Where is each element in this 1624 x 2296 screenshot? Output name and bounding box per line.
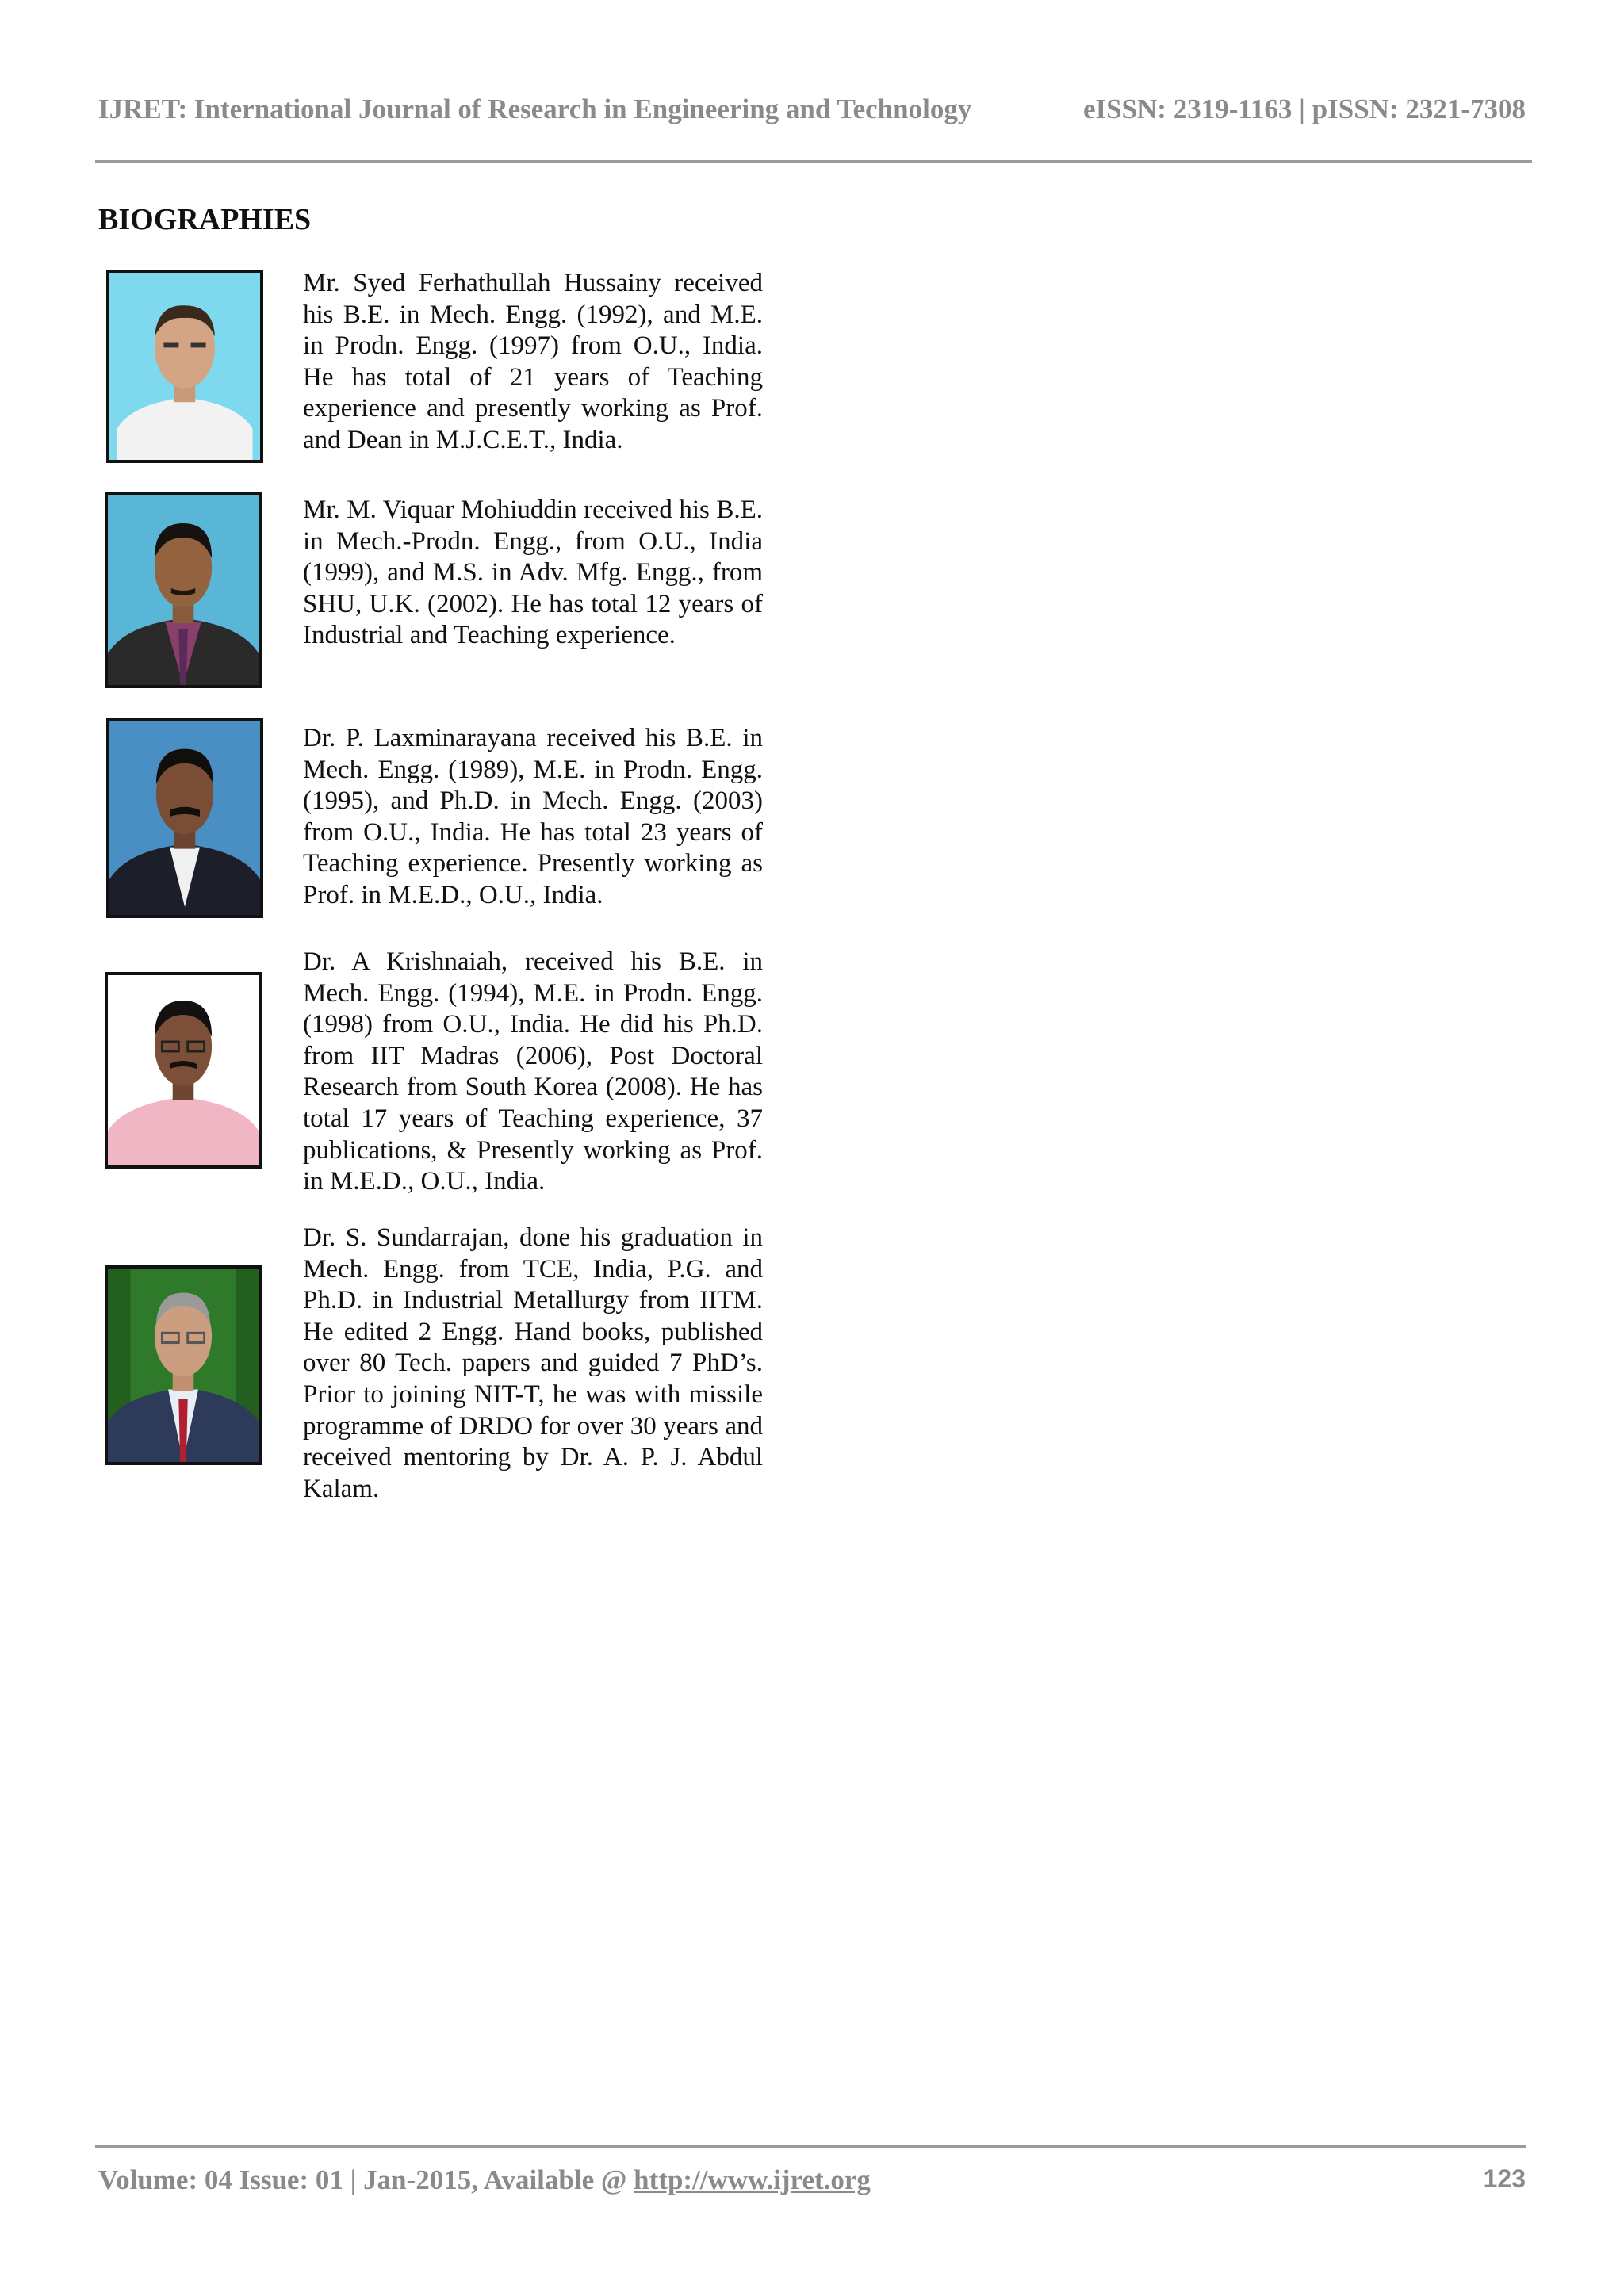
author-photo — [105, 1265, 262, 1465]
author-photo — [106, 718, 263, 918]
bio-text: Mr. M. Viquar Mohiuddin received his B.E. in Mech.-Prodn. Engg., from O.U., India (1999), and M.S. in Adv. Mfg. Engg., from SHU, U.K. (2002). He has total 12 years of Industrial and Teaching experience. — [303, 496, 763, 650]
bio-text: Mr. Syed Ferhathullah Hussainy received his B.E. in Mech. Engg. (1992), and M.E. in Prodn. Engg. (1997) from O.U., India. He has total of 21 years of Teaching experience and presently working as Prof. and Dean in M.J.C.E.T., India. — [303, 269, 763, 454]
biography-3 — [98, 717, 764, 923]
running-header — [98, 94, 1526, 141]
header-rule — [95, 160, 1532, 163]
biography-4 — [98, 947, 764, 1208]
volume-info: Volume: 04 Issue: 01 | Jan-2015, Available @ — [98, 2164, 634, 2195]
issn-info: eISSN: 2319-1163 | pISSN: 2321-7308 — [1082, 94, 1526, 124]
footer-rule — [95, 2145, 1526, 2148]
author-photo — [106, 270, 263, 463]
footer-citation — [98, 2164, 871, 2196]
biography-2 — [98, 490, 764, 698]
section-title: BIOGRAPHIES — [98, 203, 312, 236]
biography-5 — [98, 1223, 764, 1516]
author-photo — [105, 972, 262, 1169]
page-number: 123 — [1483, 2164, 1526, 2193]
bio-text: Dr. S. Sundarrajan, done his graduation in Mech. Engg. from TCE, India, P.G. and Ph.D. in Industrial Metallurgy from IITM. He edited 2 Engg. Hand books, published over 80 Tech. papers and guided 7 PhD’s. Prior to joining NIT-T, he was with missile programme of DRDO for over 30 years and received mentoring by Dr. A. P. J. Abdul Kalam. — [303, 1223, 763, 1503]
bio-text: Dr. P. Laxminarayana received his B.E. in Mech. Engg. (1989), M.E. in Prodn. Engg. (1995), and Ph.D. in Mech. Engg. (2003) from O.U., India. He has total 23 years of Teaching experience. Presently working as Prof. in M.E.D., O.U., India. — [303, 724, 763, 909]
bio-text: Dr. A Krishnaiah, received his B.E. in Mech. Engg. (1994), M.E. in Prodn. Engg. (1998) from O.U., India. He did his Ph.D. from IIT Madras (2006), Post Doctoral Research from South Korea (2008). He has total 17 years of Teaching experience, 37 publications, & Presently working as Prof. in M.E.D., O.U., India. — [303, 947, 763, 1196]
journal-url-link[interactable]: http://www.ijret.org — [634, 2164, 871, 2195]
journal-title: IJRET: International Journal of Research in Engineering and Technology — [98, 94, 972, 124]
author-photo — [105, 492, 262, 688]
biography-1 — [98, 268, 764, 466]
